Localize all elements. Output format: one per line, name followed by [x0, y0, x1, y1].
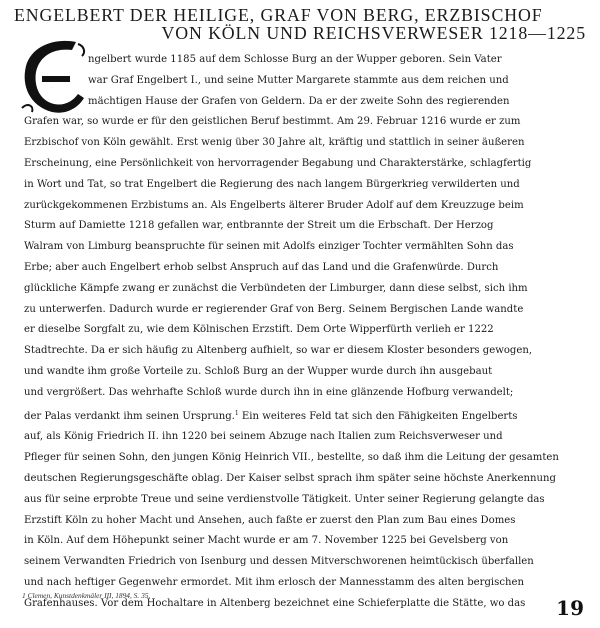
text-line: Grafenhauses. Vor dem Hochaltare in Altenberg bezeichnet eine Schieferplatte die Stätte, wo das [24, 597, 526, 609]
text-line: aus für seine erprobte Treue und seine verdienstvolle Tätigkeit. Unter seiner Regierung gelangte das [24, 493, 545, 505]
text-line: Erzbischof von Köln gewählt. Erst wenig über 30 Jahre alt, kräftig und stattlich in seiner äußeren [24, 137, 525, 149]
text-line: in Köln. Auf dem Höhepunkt seiner Macht wurde er am 7. November 1225 bei Gevelsberg von [24, 535, 509, 547]
text-line: Erbe; aber auch Engelbert erhob selbst Anspruch auf das Land und die Grafenwürde. Durch [24, 261, 499, 273]
text-fragment: Ein weiteres Feld tat sich den Fähigkeiten Engelberts [241, 410, 518, 422]
text-line: ngelbert wurde 1185 auf dem Schlosse Burg an der Wupper geboren. Sein Vater [88, 54, 502, 65]
text-line: und nach heftiger Gegenwehr ermordet. Mit ihm erlosch der Mannesstamm des alten bergischen [24, 576, 524, 588]
chapter-heading [14, 6, 586, 42]
text-line: Sturm auf Damiette 1218 gefallen war, entbrannte der Streit um die Erbschaft. Der Herzog [24, 220, 494, 232]
text-line: und wandte ihm große Vorteile zu. Schloß Burg an der Wupper wurde durch ihn ausgebaut [24, 365, 493, 377]
text-line: Grafen war, so wurde er für den geistlichen Beruf bestimmt. Am 29. Februar 1216 wurde er zum [24, 116, 521, 128]
page-number: 19 [556, 596, 584, 620]
footnote-text: Clemen, Kunstdenkmäler III, 1894, S. 35. [27, 591, 151, 600]
text-line: Stadtrechte. Da er sich häufig zu Altenberg aufhielt, so war er diesem Kloster besonders gewogen, [24, 345, 533, 357]
text-fragment: der Palas verdankt ihm seinen Ursprung. [24, 410, 235, 422]
text-line: in Wort und Tat, so trat Engelbert die Regierung des nach langem Bürgerkrieg verwilderten und [24, 178, 520, 190]
text-line: Erzstift Köln zu hoher Macht und Ansehen, auch faßte er zuerst den Plan zum Bau eines Domes [24, 514, 516, 526]
text-line: war Graf Engelbert I., und seine Mutter Margarete stammte aus dem reichen und [88, 74, 509, 86]
text-line [24, 404, 591, 428]
heading-line-2: VON KÖLN UND REICHSVERWESER 1218—1225 [161, 23, 586, 43]
text-line: Erscheinung, eine Persönlichkeit von hervorragender Begabung und Charakterstärke, schlagfertig [24, 157, 532, 169]
text-line: seinem Verwandten Friedrich von Isenburg und dessen Mitverschworenen heimtückisch überfallen [24, 556, 534, 568]
body-text [24, 50, 591, 615]
footnote-number: 1 [22, 591, 26, 600]
text-line: er dieselbe Sorgfalt zu, wie dem Kölnischen Erzstift. Dem Orte Wipperfürth verlieh er 1222 [24, 324, 494, 336]
text-line: glückliche Kämpfe zwang er zunächst die Verbündeten der Limburger, dann diese selbst, sich ihm [24, 282, 528, 294]
heading-line-1: ENGELBERT DER HEILIGE, GRAF VON BERG, ERZBISCHOF [14, 5, 543, 25]
text-line: zu unterwerfen. Dadurch wurde er regierender Graf von Berg. Seinem Bergischen Lande wandte [24, 303, 524, 315]
footnote [22, 591, 150, 600]
text-line: deutschen Regierungsgeschäfte oblag. Der Kaiser selbst sprach ihm später seine höchste Anerkennung [24, 472, 556, 484]
text-line: auf, als König Friedrich II. ihn 1220 bei seinem Abzuge nach Italien zum Reichsverweser und [24, 431, 503, 443]
footnote-reference: 1 [234, 409, 239, 417]
text-line: zurückgekommenen Erzbistums an. Als Engelberts älterer Bruder Adolf auf dem Kreuzzuge beim [24, 199, 524, 211]
initial-letter-text: E [52, 88, 53, 89]
text-line: Walram von Limburg beanspruchte für seinen mit Adolfs einziger Tochter vermählten Sohn das [24, 241, 514, 253]
text-line: und vergrößert. Das wehrhafte Schloß wurde durch ihn in eine glänzende Hofburg verwandelt; [24, 386, 514, 398]
text-line: Pfleger für seinen Sohn, den jungen König Heinrich VII., bestellte, so daß ihm die Leitung der gesamten [24, 452, 559, 464]
text-line: mächtigen Hause der Grafen von Geldern. Da er der zweite Sohn des regierenden [88, 95, 510, 107]
